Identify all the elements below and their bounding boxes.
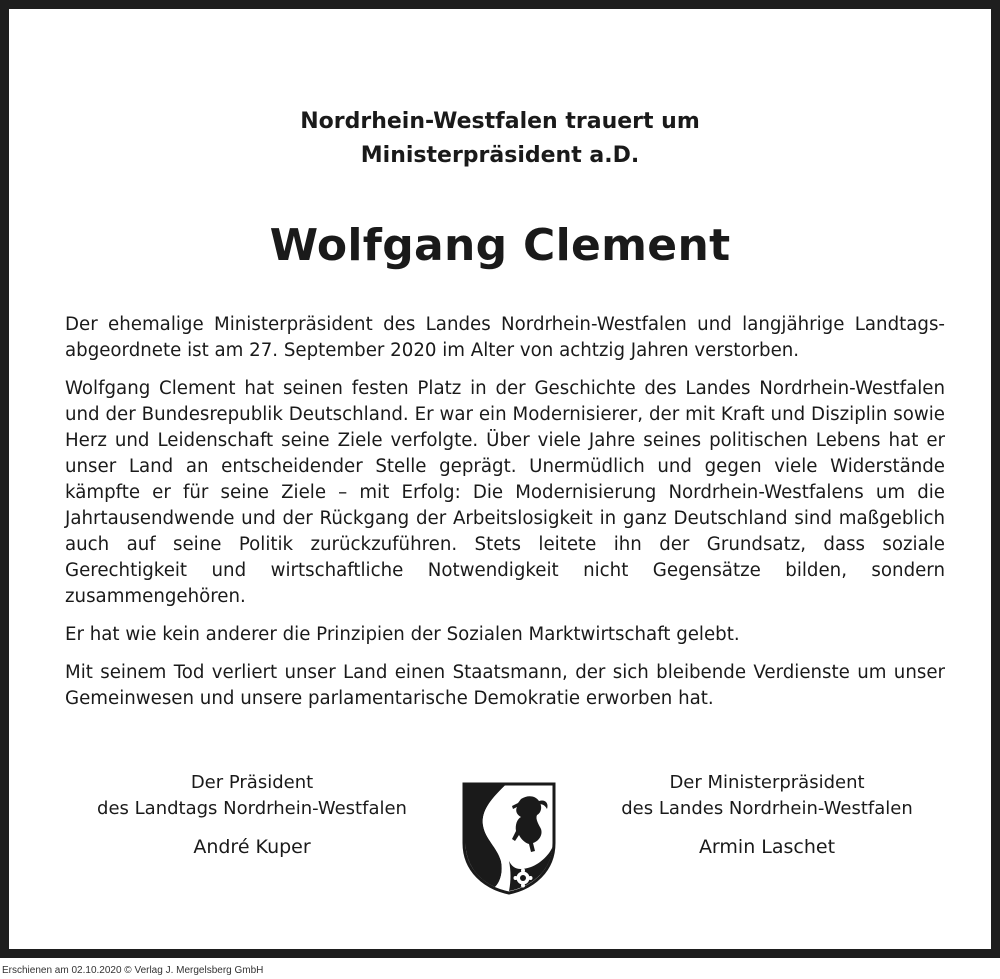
nrw-coat-of-arms-icon bbox=[461, 781, 557, 896]
body-paragraph: Mit seinem Tod verliert unser Land einen Staatsmann, der sich bleibende Verdienste um unser Gemeinwesen und unsere parlamentarische Demokratie erworben hat. bbox=[65, 662, 945, 709]
signature-minister-president bbox=[587, 770, 947, 860]
publication-footer: Erschienen am 02.10.2020 © Verlag J. Mergelsberg GmbH bbox=[2, 965, 264, 976]
body-paragraph: Er hat wie kein anderer die Prinzipien der Sozialen Marktwirtschaft gelebt. bbox=[65, 624, 740, 645]
signature-title: Der Präsident bbox=[190, 772, 314, 793]
signature-title: des Landes Nordrhein-Westfalen bbox=[621, 798, 913, 819]
body-paragraph: Der ehemalige Ministerpräsident des Landes Nordrhein-Westfalen und langjährige Landtags- abgeordnete ist am 27. September 2020 im Alter von achtzig Jahren verstorben. bbox=[65, 314, 945, 361]
notice-header bbox=[9, 105, 991, 173]
notice-body bbox=[65, 312, 945, 724]
body-paragraph: Wolfgang Clement hat seinen festen Platz in der Geschichte des Landes Nordrhein-Westfalen und der Bundesrepublik Deutschland. Er war ein Modernisierer, der mit Kraft und Disziplin sowie Herz und Leidenschaft seine Ziele verfolgte. Über viele Jahre seines politischen Lebens hat er unser Land an entscheidender Stelle geprägt. Unermüdlich und gegen viele Widerstände kämpfte er für seine Ziele – mit Erfolg: Die Modernisierung Nordrhein-Westfalens um die Jahrtausendwende und der Rückgang der Arbeitslosigkeit in ganz Deutschland sind maßgeblich auch auf seine Politik zurückzuführen. Stets leitete ihn der Grundsatz, dass soziale Gerechtigkeit und wirtschaftliche Notwendigkeit nicht Gegensätze bilden, sondern zusammengehören. bbox=[65, 378, 945, 607]
signature-name: Armin Laschet bbox=[698, 836, 836, 858]
deceased-name: Wolfgang Clement bbox=[269, 220, 731, 271]
signature-title: Der Ministerpräsident bbox=[669, 772, 865, 793]
signature-title: des Landtags Nordrhein-Westfalen bbox=[97, 798, 407, 819]
header-line-1: Nordrhein-Westfalen trauert um bbox=[300, 109, 700, 134]
signature-name: André Kuper bbox=[193, 836, 311, 858]
signature-landtag-president bbox=[72, 770, 432, 860]
header-line-2: Ministerpräsident a.D. bbox=[360, 143, 640, 168]
